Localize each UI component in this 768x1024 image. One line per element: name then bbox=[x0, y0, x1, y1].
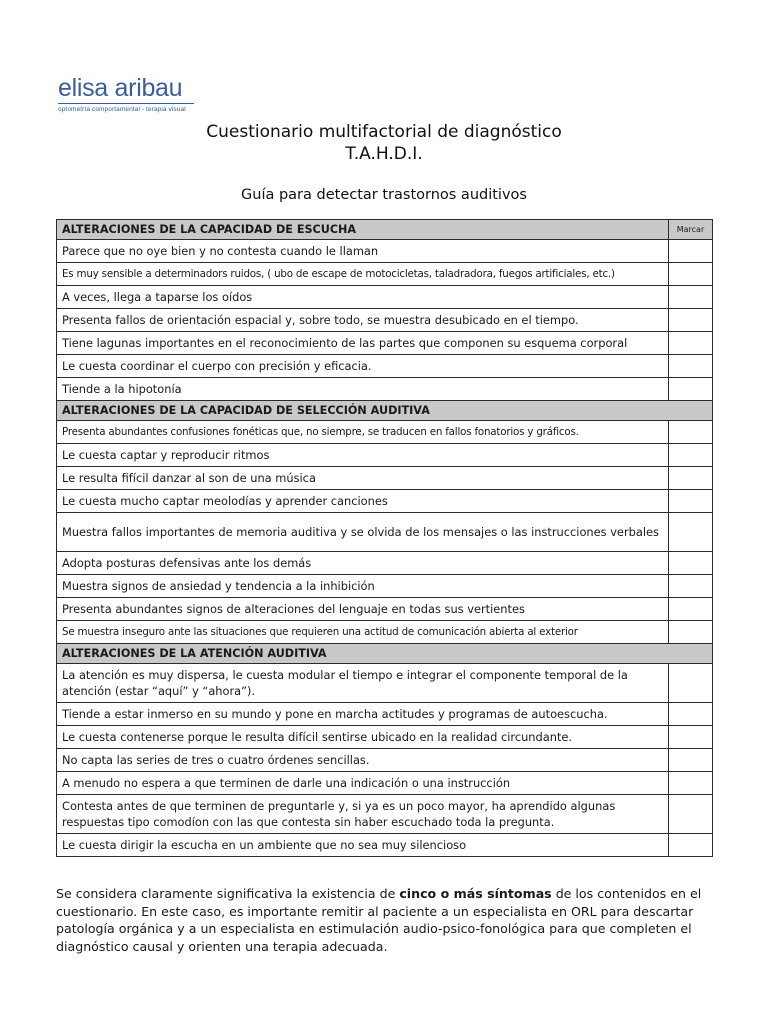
table-row bbox=[57, 834, 713, 857]
mark-cell[interactable] bbox=[669, 240, 713, 263]
mark-cell[interactable] bbox=[669, 444, 713, 467]
mark-cell[interactable] bbox=[669, 772, 713, 795]
symptom-text: Le cuesta dirigir la escucha en un ambiente que no sea muy silencioso bbox=[57, 834, 669, 857]
symptom-text: Tiende a estar inmerso en su mundo y pone en marcha actitudes y programas de autoescucha. bbox=[57, 703, 669, 726]
footer-text-end: de los contenidos en el cuestionario. En este caso, es importante remitir al paciente a un especialista en ORL para descartar patología orgánica y a un especialista en estimulación audio-psico-fonológica para que completen el diagnóstico causal y orienten una terapia adecuada. bbox=[56, 886, 702, 954]
symptom-text: Parece que no oye bien y no contesta cuando le llaman bbox=[57, 240, 669, 263]
questionnaire-table bbox=[56, 219, 713, 857]
mark-cell[interactable] bbox=[669, 421, 713, 444]
mark-cell[interactable] bbox=[669, 286, 713, 309]
symptom-text: Le cuesta mucho captar meolodías y aprender canciones bbox=[57, 490, 669, 513]
symptom-text: Presenta abundantes signos de alteraciones del lenguaje en todas sus vertientes bbox=[57, 598, 669, 621]
mark-cell[interactable] bbox=[669, 598, 713, 621]
table-row bbox=[57, 286, 713, 309]
mark-cell[interactable] bbox=[669, 726, 713, 749]
symptom-text: No capta las series de tres o cuatro órdenes sencillas. bbox=[57, 749, 669, 772]
mark-cell[interactable] bbox=[669, 378, 713, 401]
logo-name: elisa aribau bbox=[58, 74, 183, 102]
mark-cell[interactable] bbox=[669, 749, 713, 772]
table-row bbox=[57, 726, 713, 749]
table-row bbox=[57, 749, 713, 772]
table-row bbox=[57, 309, 713, 332]
symptom-text: Tiene lagunas importantes en el reconocimiento de las partes que componen su esquema corporal bbox=[57, 332, 669, 355]
table-row bbox=[57, 467, 713, 490]
page-title: Cuestionario multifactorial de diagnóstico bbox=[206, 122, 562, 142]
table-row bbox=[57, 703, 713, 726]
mark-cell[interactable] bbox=[669, 332, 713, 355]
mark-cell[interactable] bbox=[669, 309, 713, 332]
table-row bbox=[57, 378, 713, 401]
symptom-text: La atención es muy dispersa, le cuesta modular el tiempo e integrar el componente temporal de la atención (estar “aquí” y “ahora”). bbox=[57, 664, 669, 703]
table-row bbox=[57, 263, 713, 286]
footer-emphasis: cinco o más síntomas bbox=[399, 886, 552, 901]
table-row bbox=[57, 490, 713, 513]
symptom-text: Le resulta fifícil danzar al son de una música bbox=[57, 467, 669, 490]
symptom-text: Tiende a la hipotonía bbox=[57, 378, 669, 401]
mark-cell[interactable] bbox=[669, 834, 713, 857]
page-title-acronym: T.A.H.D.I. bbox=[345, 144, 423, 164]
logo-tagline: optometría comportamental - terapia visual bbox=[58, 106, 186, 113]
table-row bbox=[57, 332, 713, 355]
symptom-text: Le cuesta captar y reproducir ritmos bbox=[57, 444, 669, 467]
table-row bbox=[57, 795, 713, 834]
symptom-text: Es muy sensible a determinadors ruidos, ( ubo de escape de motocicletas, taladradora, fuegos artificiales, etc.) bbox=[57, 263, 669, 286]
symptom-text: Le cuesta coordinar el cuerpo con precisión y eficacia. bbox=[57, 355, 669, 378]
footer-note bbox=[56, 885, 716, 955]
mark-cell[interactable] bbox=[669, 703, 713, 726]
table-row bbox=[57, 621, 713, 644]
symptom-text: Contesta antes de que terminen de preguntarle y, si ya es un poco mayor, ha aprendido algunas respuestas tipo comodíon con las que contesta sin haber escuchado toda la pregunta. bbox=[57, 795, 669, 834]
section-heading: ALTERACIONES DE LA ATENCIÓN AUDITIVA bbox=[57, 644, 713, 664]
symptom-text: Le cuesta contenerse porque le resulta difícil sentirse ubicado en la realidad circundante. bbox=[57, 726, 669, 749]
page-subtitle: Guía para detectar trastornos auditivos bbox=[241, 187, 527, 203]
mark-cell[interactable] bbox=[669, 795, 713, 834]
symptom-text: Presenta abundantes confusiones fonéticas que, no siempre, se traducen en fallos fonatorios y gráficos. bbox=[57, 421, 669, 444]
mark-cell[interactable] bbox=[669, 552, 713, 575]
footer-text-start: Se considera claramente significativa la existencia de bbox=[56, 886, 400, 901]
table-row bbox=[57, 664, 713, 703]
logo-rule bbox=[58, 103, 194, 104]
mark-cell[interactable] bbox=[669, 355, 713, 378]
mark-column-header: Marcar bbox=[669, 220, 713, 240]
table-row bbox=[57, 598, 713, 621]
symptom-text: Se muestra inseguro ante las situaciones que requieren una actitud de comunicación abierta al exterior bbox=[57, 621, 669, 644]
mark-cell[interactable] bbox=[669, 621, 713, 644]
mark-cell[interactable] bbox=[669, 513, 713, 552]
table-row bbox=[57, 421, 713, 444]
table-row bbox=[57, 552, 713, 575]
symptom-text: A menudo no espera a que terminen de darle una indicación o una instrucción bbox=[57, 772, 669, 795]
table-row bbox=[57, 355, 713, 378]
logo bbox=[58, 76, 198, 113]
mark-cell[interactable] bbox=[669, 467, 713, 490]
table-row bbox=[57, 240, 713, 263]
mark-cell[interactable] bbox=[669, 575, 713, 598]
table-row bbox=[57, 575, 713, 598]
mark-cell[interactable] bbox=[669, 263, 713, 286]
symptom-text: Presenta fallos de orientación espacial y, sobre todo, se muestra desubicado en el tiempo. bbox=[57, 309, 669, 332]
symptom-text: Muestra signos de ansiedad y tendencia a la inhibición bbox=[57, 575, 669, 598]
table-row bbox=[57, 444, 713, 467]
mark-cell[interactable] bbox=[669, 664, 713, 703]
mark-cell[interactable] bbox=[669, 490, 713, 513]
table-row bbox=[57, 772, 713, 795]
section-heading: ALTERACIONES DE LA CAPACIDAD DE ESCUCHA bbox=[57, 220, 669, 240]
section-heading: ALTERACIONES DE LA CAPACIDAD DE SELECCIÓN AUDITIVA bbox=[57, 401, 713, 421]
symptom-text: Muestra fallos importantes de memoria auditiva y se olvida de los mensajes o las instrucciones verbales bbox=[57, 513, 669, 552]
symptom-text: Adopta posturas defensivas ante los demás bbox=[57, 552, 669, 575]
table-row bbox=[57, 513, 713, 552]
symptom-text: A veces, llega a taparse los oídos bbox=[57, 286, 669, 309]
